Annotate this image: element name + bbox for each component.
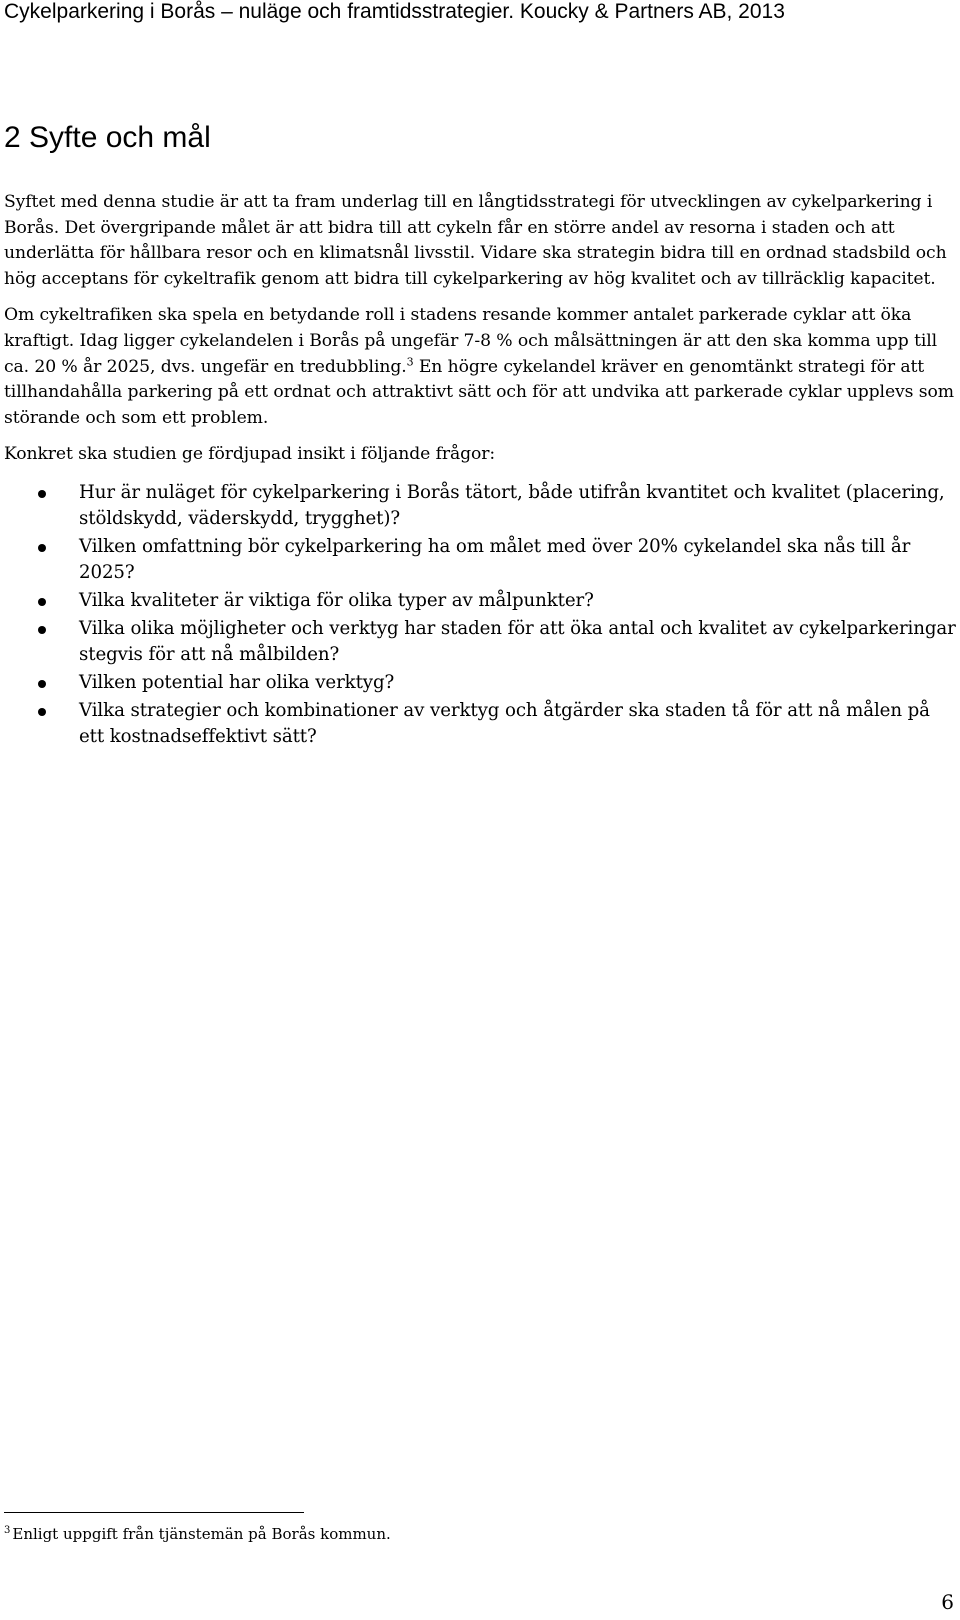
list-item-text: Vilka kvaliteter är viktiga för olika typer av målpunkter?: [79, 589, 594, 611]
list-item-text: Vilken omfattning bör cykelparkering ha om målet med över 20% cykelandel ska nås till år 2025?: [79, 535, 911, 583]
bullet-icon: [38, 490, 46, 498]
bullet-icon: [38, 598, 46, 606]
bullet-icon: [38, 626, 46, 634]
paragraph-goal-part1: Om cykeltrafiken ska spela en betydande roll i stadens resande kommer antalet parkerade cyklar att öka kraftigt. Idag ligger cykelandelen i Borås på ungefär 7-8 % och målsättningen är att den ska komma upp till ca. 20 % år 2025, dvs. ungefär en tredubbling.: [4, 305, 938, 377]
list-item-text: Vilken potential har olika verktyg?: [79, 671, 395, 693]
footnote-reference[interactable]: 3: [406, 354, 414, 368]
question-list: [4, 480, 956, 750]
footnote-number: 3: [4, 1525, 11, 1536]
paragraph-goal: [4, 303, 956, 431]
list-item-text: Vilka olika möjligheter och verktyg har staden för att öka antal och kvalitet av cykelparkeringar stegvis för att nå målbilden?: [79, 617, 956, 665]
footnote-text: Enligt uppgift från tjänstemän på Borås kommun.: [12, 1525, 391, 1543]
footnote-separator: [4, 1512, 304, 1513]
paragraph-purpose: Syftet med denna studie är att ta fram underlag till en långtidsstrategi för utvecklingen av cykelparkering i Borås. Det övergripande målet är att bidra till att cykeln får en större andel av resorna i staden och att underlätta för hållbara resor och en klimatsnål livsstil. Vidare ska strategin bidra till en ordnad stadsbild och hög acceptans för cykeltrafik genom att bidra till cykelparkering av hög kvalitet och av tillräcklig kapacitet.: [4, 192, 947, 289]
bullet-icon: [38, 680, 46, 688]
paragraph-goal-part2: En högre cykelandel kräver en genomtänkt strategi för att tillhandahålla parkering på ett ordnat och attraktivt sätt och för att undvika att parkerade cyklar upplevs som störande och som ett problem.: [4, 356, 954, 428]
list-item-text: Vilka strategier och kombinationer av verktyg och åtgärder ska staden tå för att nå målen på ett kostnadseffektivt sätt?: [79, 699, 930, 747]
list-item-text: Hur är nuläget för cykelparkering i Borås tätort, både utifrån kvantitet och kvalitet (placering, stöldskydd, väderskydd, trygghet)?: [79, 481, 945, 529]
bullet-icon: [38, 544, 46, 552]
list-item: [4, 534, 956, 586]
bullet-icon: [38, 708, 46, 716]
list-item: [4, 588, 956, 614]
running-header: Cykelparkering i Borås – nuläge och framtidsstrategier. Koucky & Partners AB, 2013: [4, 0, 785, 23]
list-item: [4, 480, 956, 532]
section-heading: 2 Syfte och mål: [4, 121, 211, 154]
paragraph-questions-intro: Konkret ska studien ge fördjupad insikt i följande frågor:: [4, 444, 496, 465]
list-item: [4, 698, 956, 750]
page-number: 6: [941, 1590, 954, 1614]
body-text: [4, 190, 956, 752]
list-item: [4, 616, 956, 668]
list-item: [4, 670, 956, 696]
footnote: [4, 1524, 391, 1544]
